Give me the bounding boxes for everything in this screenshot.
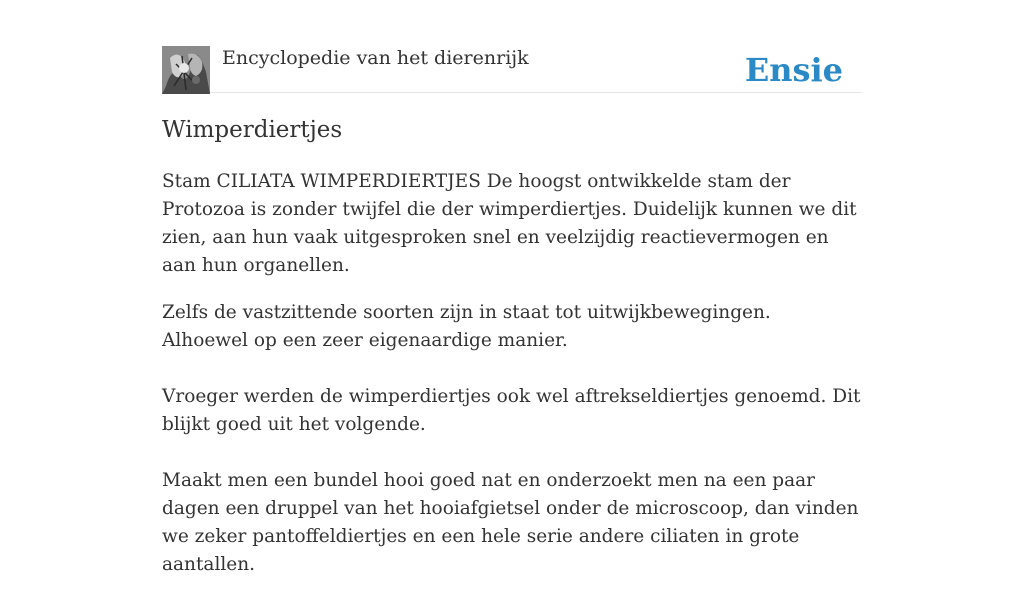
entry-paragraph: Zelfs de vastzittende soorten zijn in staat tot uitwijkbewegingen. Alhoewel op een zeer eigenaardige manier. bbox=[162, 302, 771, 351]
entry-paragraph: Vroeger werden de wimperdiertjes ook wel aftrekseldiertjes genoemd. Dit blijkt goed uit het volgende. bbox=[162, 386, 861, 435]
entry-paragraph: Maakt men een bundel hooi goed nat en onderzoekt men na een paar dagen een druppel van het hooiafgietsel onder de microscoop, dan vinden we zeker pantoffeldiertjes en een hele serie andere ciliaten in grote aantallen. bbox=[162, 470, 859, 575]
header bbox=[162, 46, 862, 93]
entry-paragraph: Stam CILIATA WIMPERDIERTJES De hoogst ontwikkelde stam der Protozoa is zonder twijfel die der wimperdiertjes. Duidelijk kunnen we dit zien, aan hun vaak uitgesproken snel en veelzijdig reactievermogen en aan hun organellen. bbox=[162, 171, 857, 276]
entry-content bbox=[162, 168, 862, 598]
page bbox=[162, 0, 862, 575]
book-cover-image bbox=[162, 46, 210, 94]
book-title[interactable]: Encyclopedie van het dierenrijk bbox=[222, 47, 529, 69]
entry-title: Wimperdiertjes bbox=[162, 117, 343, 143]
ensie-logo[interactable]: Ensie bbox=[744, 51, 843, 89]
book-avatar-icon[interactable] bbox=[162, 46, 210, 94]
